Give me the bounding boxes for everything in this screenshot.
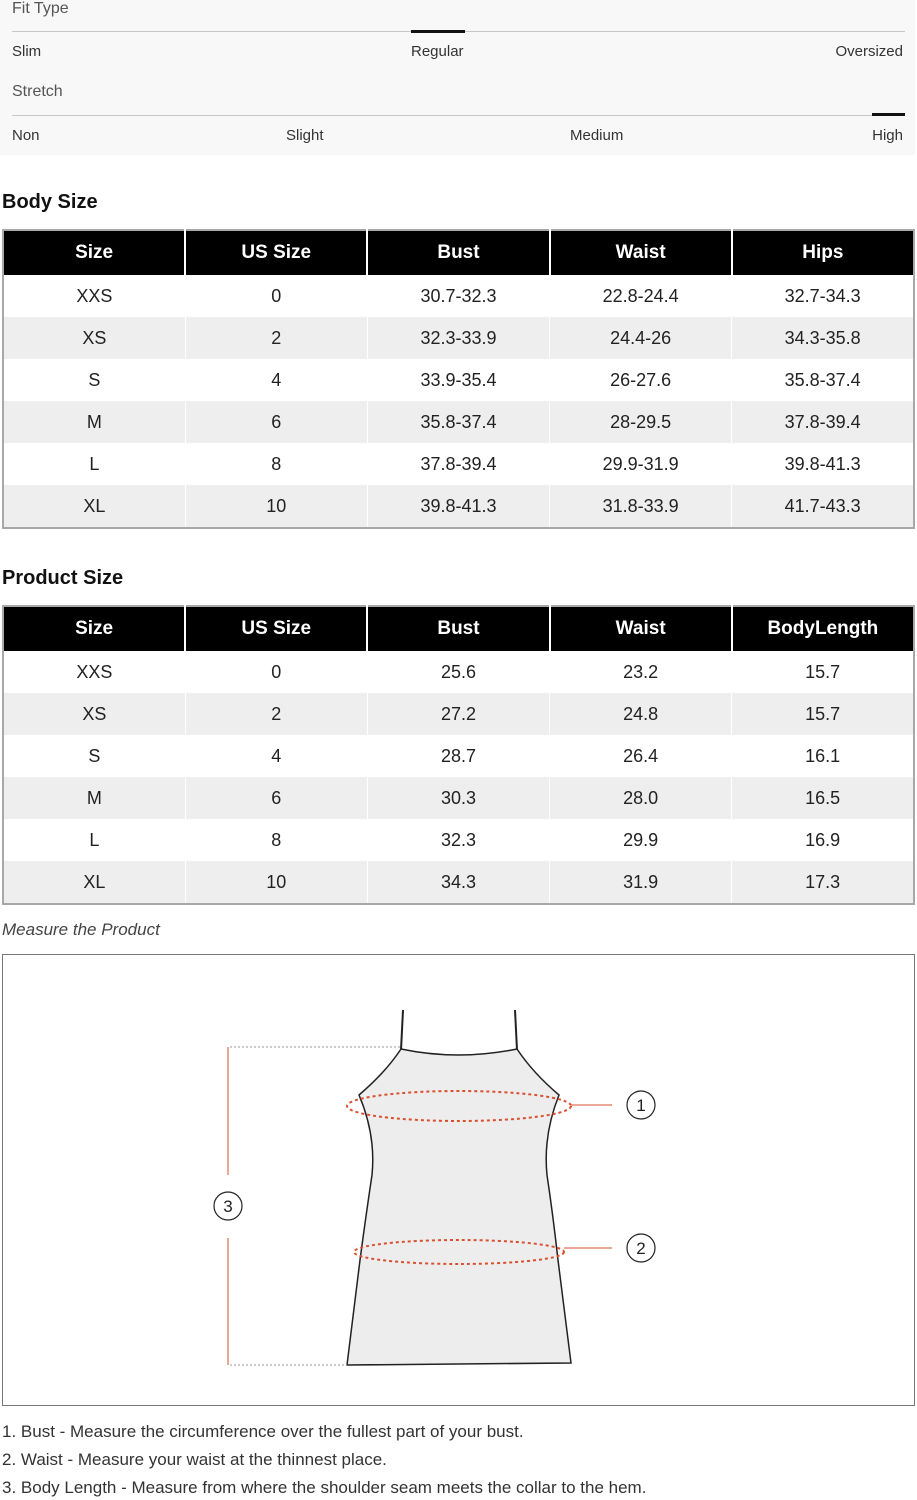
column-header: Bust bbox=[367, 230, 549, 275]
table-cell: 2 bbox=[185, 317, 367, 359]
table-cell: 17.3 bbox=[732, 861, 914, 904]
table-cell: 39.8-41.3 bbox=[732, 443, 914, 485]
measure-diagram bbox=[2, 954, 915, 1406]
table-cell: 10 bbox=[185, 861, 367, 904]
table-cell: 8 bbox=[185, 819, 367, 861]
table-cell: 22.8-24.4 bbox=[550, 275, 732, 317]
table-cell: 16.5 bbox=[732, 777, 914, 819]
table-cell: 10 bbox=[185, 485, 367, 528]
marker-2-label: 2 bbox=[636, 1239, 646, 1258]
right-strap bbox=[515, 1010, 517, 1050]
table-cell: 28.0 bbox=[550, 777, 732, 819]
table-cell: 31.8-33.9 bbox=[550, 485, 732, 528]
table-cell: 16.9 bbox=[732, 819, 914, 861]
table-row bbox=[3, 861, 914, 904]
column-header: US Size bbox=[185, 606, 367, 651]
column-header: Bust bbox=[367, 606, 549, 651]
table-row bbox=[3, 317, 914, 359]
table-cell: 34.3 bbox=[367, 861, 549, 904]
column-header: Size bbox=[3, 606, 185, 651]
table-row bbox=[3, 275, 914, 317]
fit-type-marker bbox=[411, 30, 465, 33]
fit-type-label-regular: Regular bbox=[411, 43, 464, 60]
table-cell: 37.8-39.4 bbox=[732, 401, 914, 443]
garment-outline bbox=[347, 1049, 571, 1365]
table-cell: 32.3 bbox=[367, 819, 549, 861]
fit-type-title: Fit Type bbox=[12, 0, 69, 17]
column-header: US Size bbox=[185, 230, 367, 275]
table-cell: XS bbox=[3, 693, 185, 735]
measure-caption: Measure the Product bbox=[2, 920, 160, 939]
table-cell: M bbox=[3, 401, 185, 443]
table-cell: XXS bbox=[3, 651, 185, 693]
table-cell: XL bbox=[3, 861, 185, 904]
table-cell: 32.3-33.9 bbox=[367, 317, 549, 359]
table-cell: 6 bbox=[185, 777, 367, 819]
marker-3-label: 3 bbox=[223, 1197, 233, 1216]
table-row bbox=[3, 401, 914, 443]
table-row bbox=[3, 693, 914, 735]
stretch-scale-line bbox=[12, 115, 905, 116]
table-cell: 30.3 bbox=[367, 777, 549, 819]
table-cell: 30.7-32.3 bbox=[367, 275, 549, 317]
stretch-title: Stretch bbox=[12, 83, 63, 100]
stretch-label-slight: Slight bbox=[286, 127, 324, 144]
marker-1-label: 1 bbox=[636, 1096, 646, 1115]
table-row bbox=[3, 777, 914, 819]
table-cell: 37.8-39.4 bbox=[367, 443, 549, 485]
table-cell: XXS bbox=[3, 275, 185, 317]
camisole-diagram bbox=[3, 955, 914, 1405]
table-header-row bbox=[3, 230, 914, 275]
table-row bbox=[3, 651, 914, 693]
table-row bbox=[3, 485, 914, 528]
body-size-title: Body Size bbox=[2, 191, 98, 213]
table-cell: 28-29.5 bbox=[550, 401, 732, 443]
table-cell: 29.9-31.9 bbox=[550, 443, 732, 485]
stretch-label-non: Non bbox=[12, 127, 40, 144]
column-header: Waist bbox=[550, 230, 732, 275]
column-header: BodyLength bbox=[732, 606, 914, 651]
table-cell: XS bbox=[3, 317, 185, 359]
product-size-title: Product Size bbox=[2, 567, 124, 589]
table-row bbox=[3, 735, 914, 777]
fit-type-label-oversized: Oversized bbox=[835, 43, 903, 60]
fit-type-label-slim: Slim bbox=[12, 43, 42, 60]
column-header: Hips bbox=[732, 230, 914, 275]
table-cell: 41.7-43.3 bbox=[732, 485, 914, 528]
table-cell: 15.7 bbox=[732, 651, 914, 693]
marker-3 bbox=[214, 1192, 242, 1220]
note-waist: 2. Waist - Measure your waist at the thinnest place. bbox=[2, 1450, 387, 1469]
body-size-table bbox=[2, 229, 915, 529]
table-cell: 15.7 bbox=[732, 693, 914, 735]
table-cell: 29.9 bbox=[550, 819, 732, 861]
table-cell: 2 bbox=[185, 693, 367, 735]
table-cell: 6 bbox=[185, 401, 367, 443]
table-cell: 4 bbox=[185, 359, 367, 401]
table-cell: 35.8-37.4 bbox=[367, 401, 549, 443]
table-cell: 4 bbox=[185, 735, 367, 777]
table-cell: S bbox=[3, 735, 185, 777]
table-cell: 23.2 bbox=[550, 651, 732, 693]
table-row bbox=[3, 359, 914, 401]
table-cell: 0 bbox=[185, 275, 367, 317]
table-cell: L bbox=[3, 443, 185, 485]
column-header: Size bbox=[3, 230, 185, 275]
table-cell: 24.8 bbox=[550, 693, 732, 735]
marker-1 bbox=[627, 1091, 655, 1119]
table-cell: L bbox=[3, 819, 185, 861]
table-cell: 0 bbox=[185, 651, 367, 693]
table-cell: 33.9-35.4 bbox=[367, 359, 549, 401]
table-cell: 34.3-35.8 bbox=[732, 317, 914, 359]
table-cell: 16.1 bbox=[732, 735, 914, 777]
table-cell: 31.9 bbox=[550, 861, 732, 904]
product-size-table bbox=[2, 605, 915, 905]
table-row bbox=[3, 819, 914, 861]
table-cell: 28.7 bbox=[367, 735, 549, 777]
table-header-row bbox=[3, 606, 914, 651]
table-cell: 35.8-37.4 bbox=[732, 359, 914, 401]
table-cell: 24.4-26 bbox=[550, 317, 732, 359]
table-cell: 26-27.6 bbox=[550, 359, 732, 401]
table-cell: M bbox=[3, 777, 185, 819]
table-row bbox=[3, 443, 914, 485]
table-cell: 39.8-41.3 bbox=[367, 485, 549, 528]
table-cell: 32.7-34.3 bbox=[732, 275, 914, 317]
table-cell: S bbox=[3, 359, 185, 401]
table-cell: 25.6 bbox=[367, 651, 549, 693]
fit-panel bbox=[0, 0, 915, 155]
table-cell: 8 bbox=[185, 443, 367, 485]
table-cell: XL bbox=[3, 485, 185, 528]
table-cell: 26.4 bbox=[550, 735, 732, 777]
marker-2 bbox=[627, 1234, 655, 1262]
stretch-marker bbox=[872, 113, 905, 116]
table-cell: 27.2 bbox=[367, 693, 549, 735]
column-header: Waist bbox=[550, 606, 732, 651]
left-strap bbox=[401, 1010, 403, 1050]
note-body-length: 3. Body Length - Measure from where the shoulder seam meets the collar to the hem. bbox=[2, 1478, 647, 1497]
stretch-label-medium: Medium bbox=[570, 127, 624, 144]
note-bust: 1. Bust - Measure the circumference over the fullest part of your bust. bbox=[2, 1422, 524, 1441]
stretch-label-high: High bbox=[872, 127, 903, 144]
